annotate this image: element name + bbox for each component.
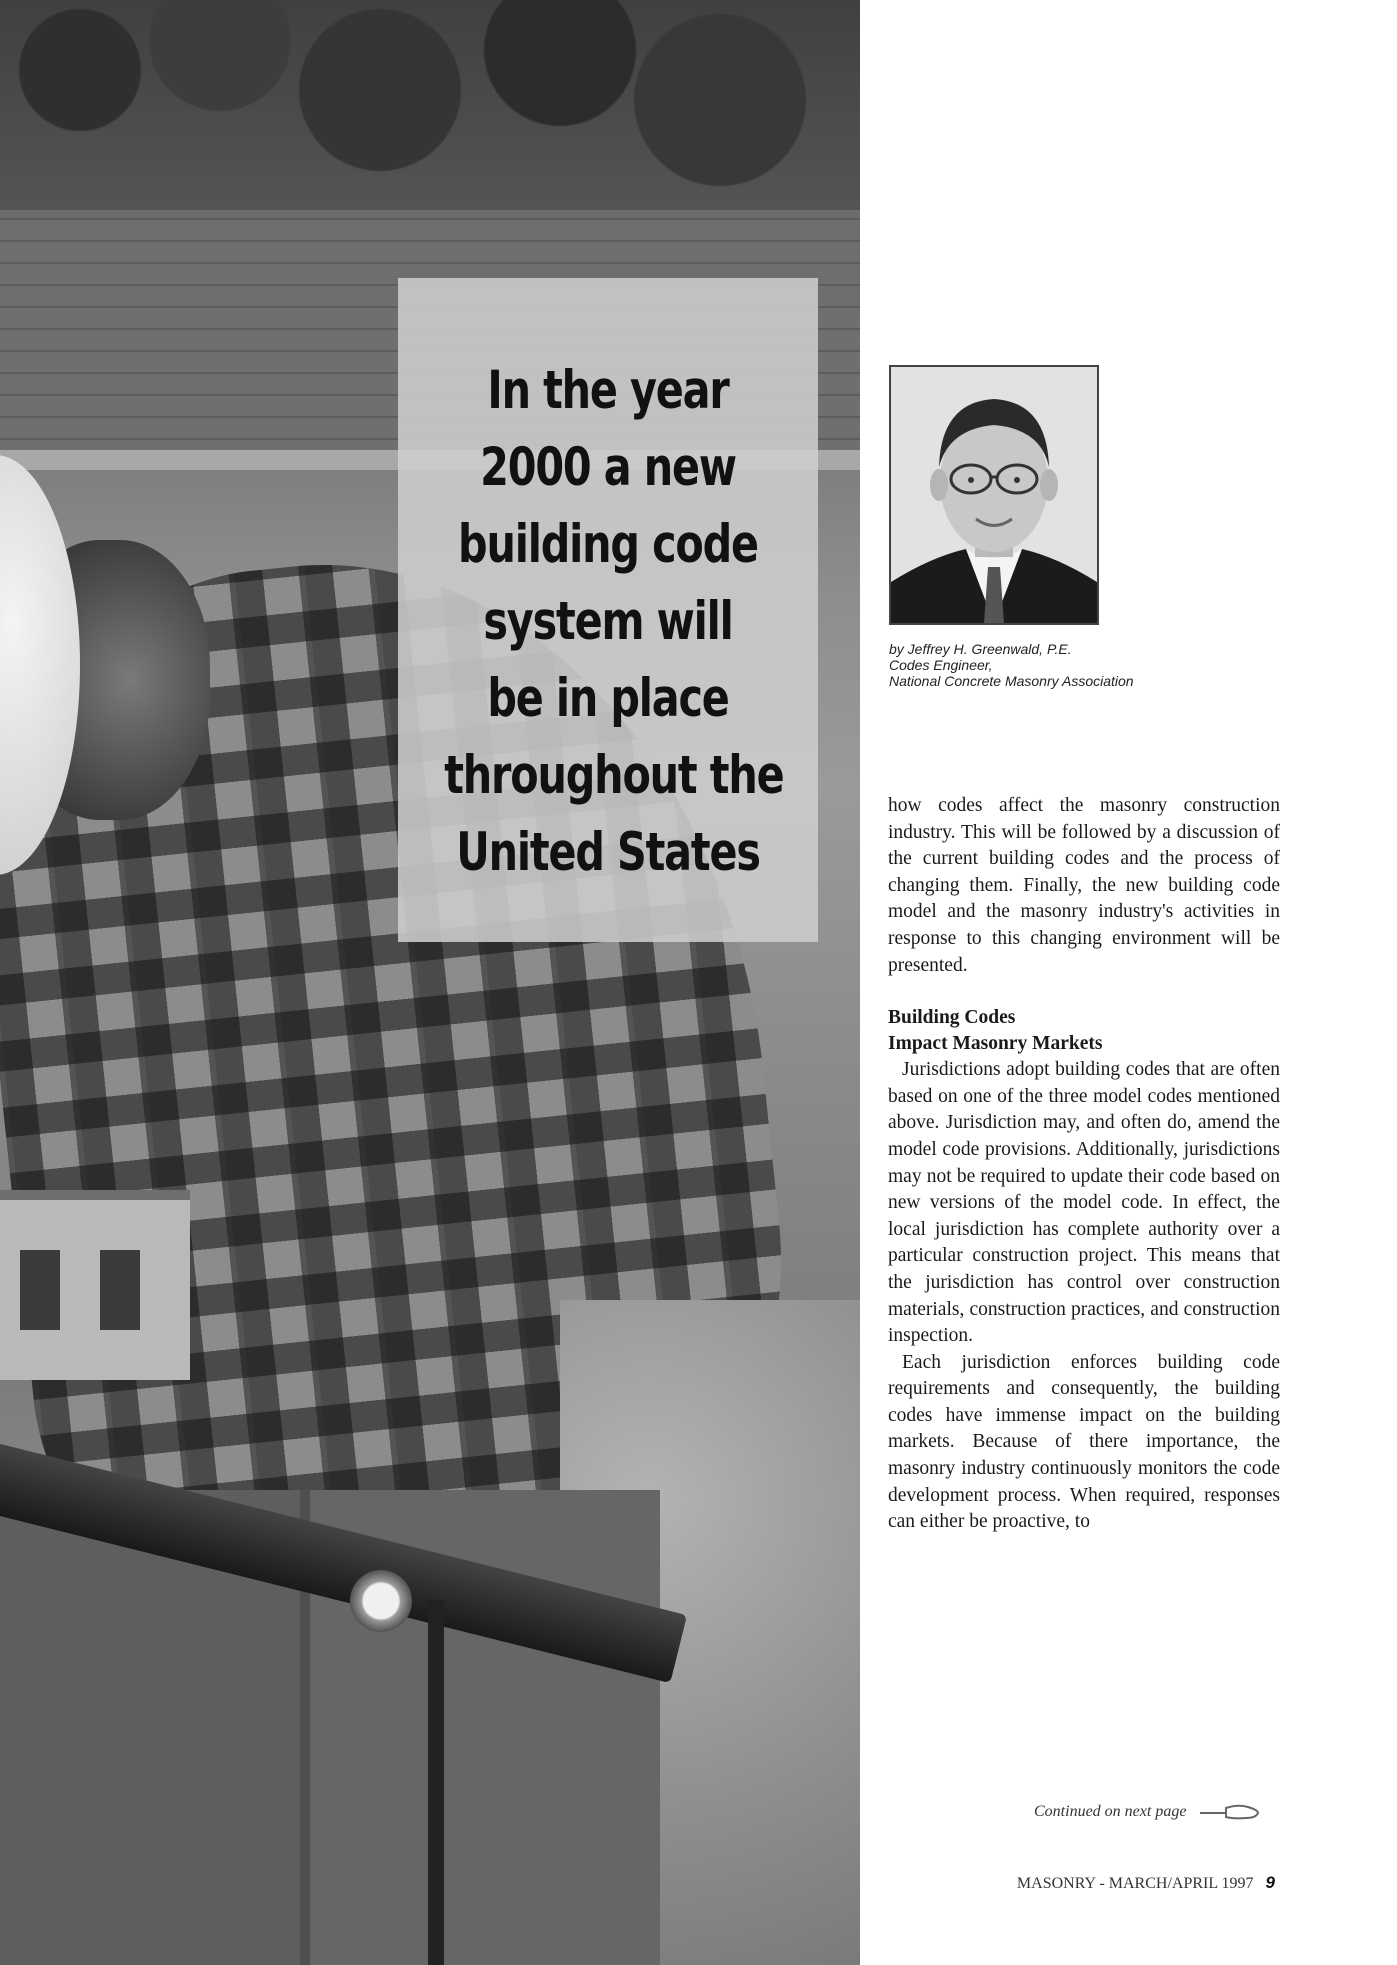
headline-line: be in place — [487, 668, 729, 729]
photo-level-vial — [350, 1570, 412, 1632]
continued-text: Continued on next page — [1034, 1803, 1187, 1820]
publication-info: MASONRY - MARCH/APRIL 1997 — [1016, 1875, 1254, 1892]
byline-title: Codes Engineer, — [889, 657, 993, 673]
continued-note — [1034, 1802, 1260, 1822]
headline-line: United States — [456, 822, 760, 883]
headline-line: building code — [458, 514, 758, 575]
headline — [444, 352, 784, 891]
photo-background-building — [0, 1190, 190, 1380]
author-photo — [889, 365, 1099, 625]
author-portrait-icon — [891, 367, 1097, 623]
section-heading-line: Building Codes — [888, 1007, 1016, 1029]
hand-pointer-icon — [1198, 1802, 1260, 1822]
intro-paragraph: how codes affect the masonry construction industry. This will be followed by a discussion of the current building codes and the process of changing them. Finally, the new building code model and the masonry industry's activities in response to this changing environment will be presented. — [888, 795, 1280, 976]
headline-line: 2000 a new — [480, 437, 736, 498]
section-heading-line: Impact Masonry Markets — [888, 1033, 1103, 1055]
body-paragraph: Jurisdictions adopt building codes that are often based on one of the three model codes mentioned above. Jurisdiction may, and often do, amend the model code provisions. Additionally, jurisdictions may not be required to update their code based on new versions of the model code. In effect, the local jurisdiction has complete authority over a particular construction project. This means that the jurisdiction has control over construction materials, construction practices, and construction inspection. — [888, 1059, 1280, 1347]
photo-rebar — [428, 1600, 444, 1965]
byline-organization: National Concrete Masonry Association — [889, 673, 1134, 689]
headline-line: system will — [483, 591, 733, 652]
photo-foliage — [0, 0, 860, 220]
headline-line: In the year — [487, 360, 729, 421]
body-paragraph: Each jurisdiction enforces building code requirements and consequently, the building codes have immense impact on the building markets. Because of there importance, the masonry industry continuously monitors the code development process. When required, responses can either be proactive, to — [888, 1351, 1280, 1533]
article-body — [888, 793, 1280, 1536]
page-number: 9 — [1265, 1873, 1275, 1892]
page-footer — [1017, 1873, 1275, 1893]
byline-author: by Jeffrey H. Greenwald, P.E. — [889, 641, 1072, 657]
section-heading — [888, 1005, 1280, 1057]
headline-line: throughout the — [444, 745, 784, 806]
author-byline — [889, 641, 1229, 689]
